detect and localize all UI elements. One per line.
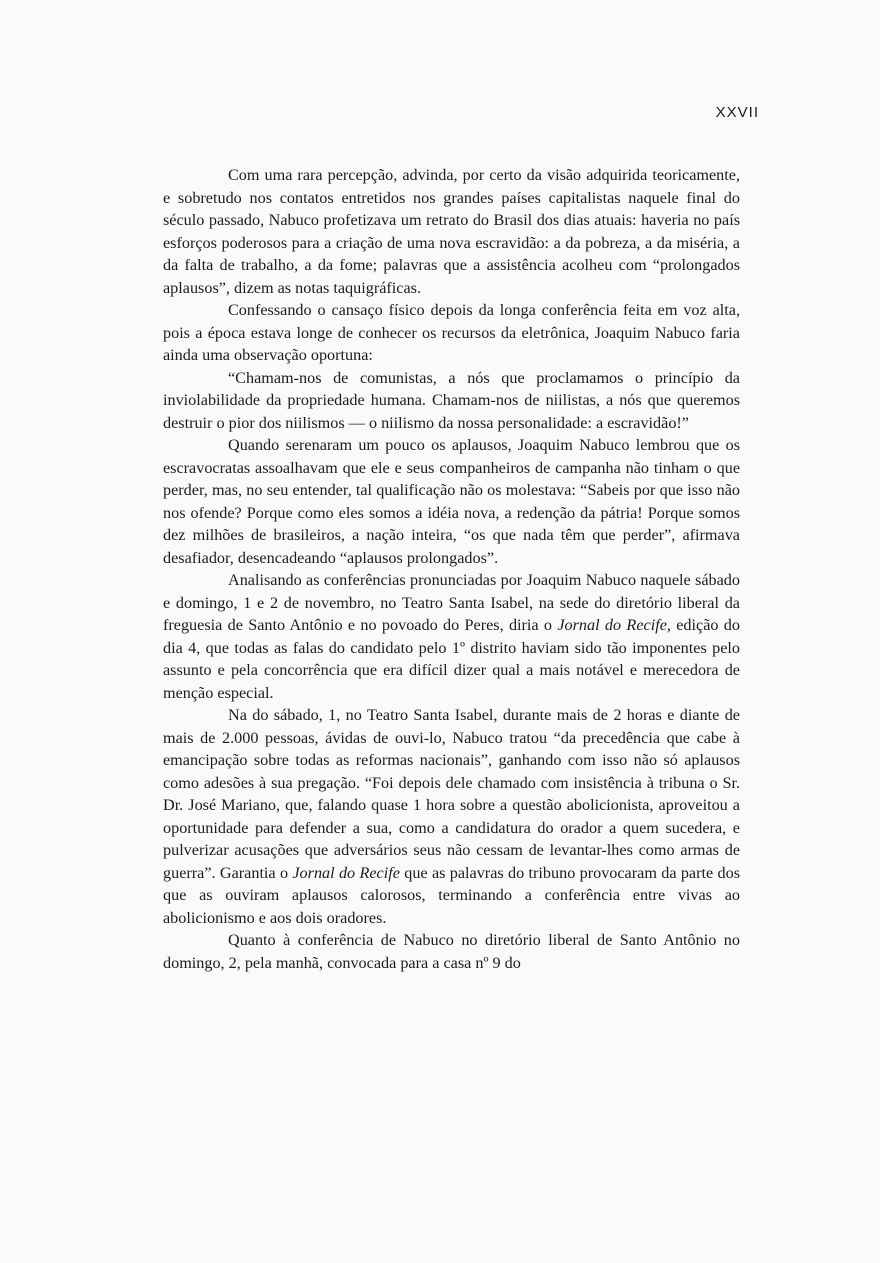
paragraph: Com uma rara percepção, advinda, por certo da visão adquirida teoricamente, e sobretudo nos contatos entretidos nos grandes países capitalistas naquele final do século passado, Nabuco profetizava um retrato do Brasil dos dias atuais: haveria no país esforços poderosos para a criação de uma nova escravidão: a da pobreza, a da miséria, a da falta de trabalho, a da fome; palavras que a assistência acolheu com “prolongados aplausos”, dizem as notas taquigráficas. — [163, 166, 740, 297]
paragraph-text: Na do sábado, 1, no Teatro Santa Isabel, durante mais de 2 horas e diante de mais de 2.000 pessoas, ávidas de ouvi-lo, Nabuco tratou “da precedência que cabe à emancipação sobre todas as reformas nacionais”, ganhando com isso não só aplausos como adesões à sua pregação. “Foi depois dele chamado com insistência à tribuna o Sr. Dr. José Mariano, que, falando quase 1 hora sobre a questão abolicionista, aproveitou a oportunidade para defender a sua, como a candidatura do orador a quem sucedera, e pulverizar acusações que adversários seus não cessam de levantar-lhes como armas de guerra”. Garantia o — [163, 706, 740, 882]
paragraph: Quando serenaram um pouco os aplausos, Joaquim Nabuco lembrou que os escravocratas assoalhavam que ele e seus companheiros de campanha não tinham o que perder, mas, no seu entender, tal qualificação não os molestava: “Sabeis por que isso não nos ofende? Porque como eles somos a idéia nova, a redenção da pátria! Porque somos dez milhões de brasileiros, a nação inteira, “os que nada têm que perder”, afirmava desafiador, desencadeando “aplausos prolongados”. — [163, 436, 740, 567]
paragraph — [163, 569, 740, 704]
paragraph: Quanto à conferência de Nabuco no diretório liberal de Santo Antônio no domingo, 2, pela manhã, convocada para a casa nº 9 do — [163, 931, 740, 972]
page-number: XXVII — [715, 104, 759, 121]
paragraph: Confessando o cansaço físico depois da longa conferência feita em voz alta, pois a época estava longe de conhecer os recursos da eletrônica, Joaquim Nabuco faria ainda uma observação oportuna: — [163, 301, 740, 364]
paragraph — [163, 704, 740, 929]
newspaper-title: Jornal do Recife — [292, 863, 400, 882]
quotation-paragraph: “Chamam-nos de comunistas, a nós que proclamamos o princípio da inviolabilidade da propriedade humana. Chamam-nos de niilistas, a nós que queremos destruir o pior dos niilismos — o niilismo da nossa personalidade: a escravidão!” — [163, 368, 740, 432]
paragraph-text: que as palavras do tribuno provocaram da parte dos que as ouviram aplausos calorosos, terminando a conferência entre vivas ao abolicionismo e aos dois oradores. — [163, 863, 741, 927]
paragraph-text: edição do dia 4, que todas as falas do candidato pelo 1º distrito haviam sido tão imponentes pelo assunto e pela concorrência que era difícil dizer qual a mais notável e merecedora de menção especial. — [163, 616, 740, 702]
newspaper-title: Jornal do Recife, — [557, 616, 671, 634]
body-text — [163, 164, 740, 974]
paragraph-text: Analisando as conferências pronunciadas por Joaquim Nabuco naquele sábado e domingo, 1 e 2 de novembro, no Teatro Santa Isabel, na sede do diretório liberal da freguesia de Santo Antônio e no povoado do Peres, diria o — [163, 571, 740, 634]
